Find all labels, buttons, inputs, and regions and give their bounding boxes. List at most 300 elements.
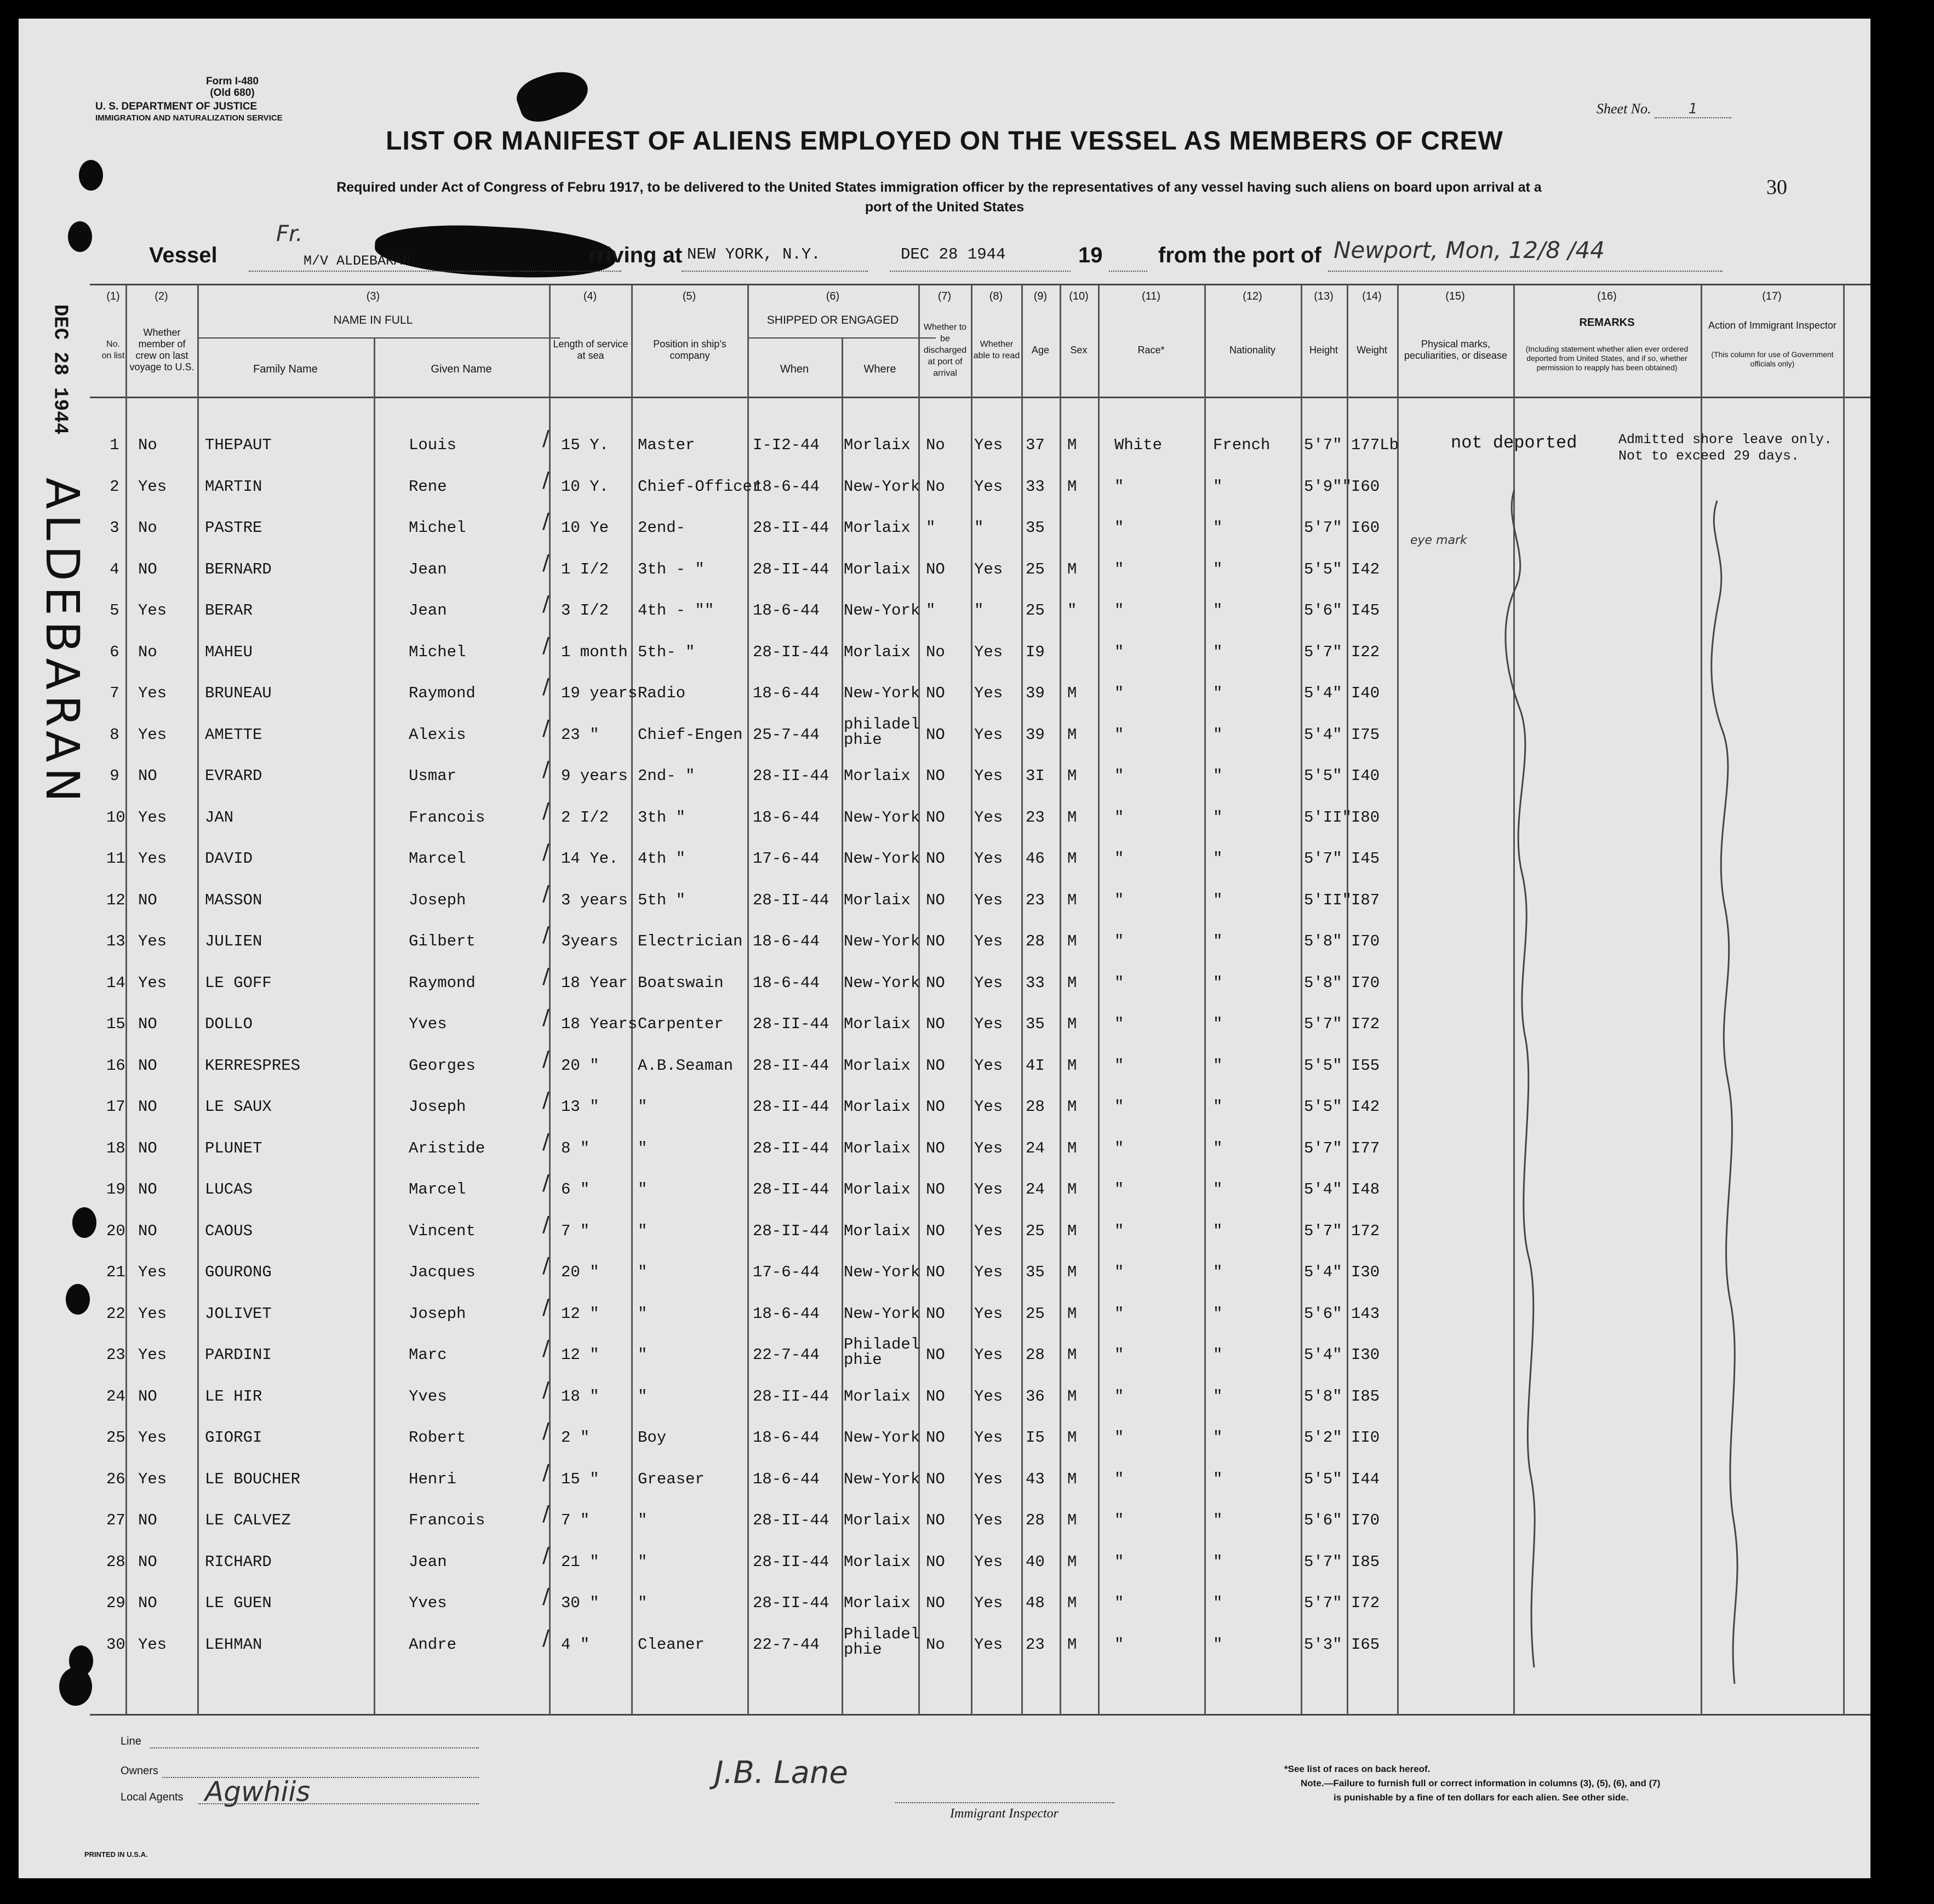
cell-position: " [638, 1221, 648, 1240]
check-mark: / [542, 1212, 550, 1236]
cell-given-name: Francois [409, 1511, 485, 1529]
cell-able-to-read: Yes [974, 436, 1003, 454]
cell-given-name: Yves [409, 1594, 447, 1612]
cell-family-name: BERNARD [205, 560, 272, 578]
cell-nationality: " [1213, 1429, 1223, 1447]
cell-shipped-where: Morlaix [844, 1511, 911, 1529]
cell-race: " [1114, 1635, 1124, 1654]
col-3-header: NAME IN FULL [333, 313, 413, 326]
cell-shipped-when: 28-II-44 [753, 643, 829, 661]
arriving-label: rriving at [588, 243, 683, 267]
cell-race: " [1114, 601, 1124, 620]
cell-length-of-service: 13 " [561, 1098, 599, 1116]
cell-nationality: " [1213, 767, 1223, 785]
cell-shipped-where: Philadel phie [844, 1335, 920, 1369]
department-block [95, 101, 283, 124]
cell-to-be-discharged: No [926, 643, 945, 661]
col-15-number: (15) [1445, 290, 1465, 302]
cell-length-of-service: 7 " [561, 1511, 590, 1529]
col-17-subheader: (This column for use of Government officials only) [1711, 350, 1834, 368]
cell-height: 5'7" [1304, 1552, 1342, 1571]
cell-crew-last-voyage: Yes [138, 1346, 167, 1364]
cell-age: 28 [1026, 1346, 1045, 1364]
cell-nationality: " [1213, 1056, 1223, 1075]
cell-nationality: " [1213, 1552, 1223, 1571]
cell-family-name: DOLLO [205, 1015, 253, 1033]
cell-race: " [1114, 1139, 1124, 1157]
cell-row-number: 1 [110, 436, 119, 454]
cell-nationality: French [1213, 436, 1271, 454]
cell-position: " [638, 1180, 648, 1198]
cell-row-number: 27 [106, 1511, 125, 1529]
cell-shipped-where: Morlaix [844, 1221, 911, 1240]
cell-length-of-service: 15 Y. [561, 436, 609, 454]
cell-family-name: THEPAUT [205, 436, 272, 454]
cell-length-of-service: 21 " [561, 1552, 599, 1571]
cell-nationality: " [1213, 1098, 1223, 1116]
cell-position: Boy [638, 1429, 667, 1447]
cell-weight: I42 [1351, 1098, 1380, 1116]
cell-given-name: Raymond [409, 973, 476, 992]
cell-nationality: " [1213, 973, 1223, 992]
cell-age: 40 [1026, 1552, 1045, 1571]
check-mark: / [542, 1171, 550, 1195]
sheet-number-field [1597, 101, 1731, 118]
cell-given-name: Henri [409, 1470, 457, 1488]
cell-length-of-service: 15 " [561, 1470, 599, 1488]
cell-given-name: Usmar [409, 767, 457, 785]
cell-given-name: Yves [409, 1015, 447, 1033]
cell-weight: I77 [1351, 1139, 1380, 1157]
cell-length-of-service: 18 Year [561, 973, 628, 992]
cell-able-to-read: Yes [974, 1015, 1003, 1033]
cell-crew-last-voyage: NO [138, 1221, 157, 1240]
cell-family-name: JULIEN [205, 932, 262, 950]
inspector-signature: J.B. Lane [714, 1755, 848, 1791]
cell-shipped-where: Morlaix [844, 1139, 911, 1157]
cell-length-of-service: 2 " [561, 1429, 590, 1447]
cell-crew-last-voyage: Yes [138, 1635, 167, 1654]
cell-age: 35 [1026, 519, 1045, 537]
cell-shipped-when: 25-7-44 [753, 725, 820, 744]
cell-sex: M [1067, 808, 1077, 827]
cell-height: 5'8" [1304, 973, 1342, 992]
cell-shipped-when: 28-II-44 [753, 1139, 829, 1157]
cell-family-name: LE CALVEZ [205, 1511, 291, 1529]
cell-family-name: LEHMAN [205, 1635, 262, 1654]
check-mark: / [542, 964, 550, 988]
cell-able-to-read: Yes [974, 1552, 1003, 1571]
check-mark: / [542, 509, 550, 533]
cell-age: 39 [1026, 684, 1045, 702]
cell-height: 5'8" [1304, 1387, 1342, 1406]
cell-able-to-read: Yes [974, 1263, 1003, 1281]
col-14-header: Weight [1357, 344, 1387, 355]
cell-race: " [1114, 1263, 1124, 1281]
cell-to-be-discharged: NO [926, 767, 945, 785]
cell-position: " [638, 1098, 648, 1116]
cell-family-name: LUCAS [205, 1180, 253, 1198]
cell-race: " [1114, 1015, 1124, 1033]
check-mark: / [542, 840, 550, 864]
cell-position: Master [638, 436, 695, 454]
cell-position: " [638, 1552, 648, 1571]
cell-length-of-service: 3 I/2 [561, 601, 609, 620]
cell-length-of-service: 14 Ye. [561, 850, 619, 868]
check-mark: / [542, 1294, 550, 1319]
cell-given-name: Rene [409, 477, 447, 496]
arrival-port: NEW YORK, N.Y. [687, 245, 821, 263]
cell-sex: M [1067, 1470, 1077, 1488]
cell-row-number: 29 [106, 1594, 125, 1612]
cell-row-number: 28 [106, 1552, 125, 1571]
check-mark: / [542, 467, 550, 492]
cell-nationality: " [1213, 1263, 1223, 1281]
cell-weight: I55 [1351, 1056, 1380, 1075]
cell-race: " [1114, 973, 1124, 992]
cell-position: 3th " [638, 808, 686, 827]
col-6-header: SHIPPED OR ENGAGED [766, 313, 899, 326]
cell-nationality: " [1213, 932, 1223, 950]
table-row [19, 424, 1870, 464]
cell-row-number: 6 [110, 643, 119, 661]
cell-weight: 172 [1351, 1221, 1380, 1240]
cell-nationality: " [1213, 808, 1223, 827]
check-mark: / [542, 757, 550, 781]
check-mark: / [542, 633, 550, 657]
cell-row-number: 12 [106, 891, 125, 909]
cell-given-name: Aristide [409, 1139, 485, 1157]
cell-nationality: " [1213, 1470, 1223, 1488]
cell-weight: I75 [1351, 725, 1380, 744]
service: IMMIGRATION AND NATURALIZATION SERVICE [95, 113, 283, 123]
cell-position: " [638, 1387, 648, 1406]
cell-race: " [1114, 725, 1124, 744]
check-mark: / [542, 1253, 550, 1277]
cell-position: " [638, 1346, 648, 1364]
cell-sex: M [1067, 850, 1077, 868]
cell-sex: M [1067, 932, 1077, 950]
cell-age: I5 [1026, 1429, 1045, 1447]
col-10-number: (10) [1069, 290, 1089, 302]
cell-age: 28 [1026, 932, 1045, 950]
cell-shipped-where: New-York [844, 601, 920, 620]
cell-length-of-service: 4 " [561, 1635, 590, 1654]
cell-shipped-where: New-York [844, 808, 920, 827]
cell-shipped-where: Morlaix [844, 1594, 911, 1612]
cell-shipped-when: 18-6-44 [753, 684, 820, 702]
cell-to-be-discharged: NO [926, 1221, 945, 1240]
cell-shipped-when: 28-II-44 [753, 767, 829, 785]
cell-able-to-read: Yes [974, 1304, 1003, 1323]
check-mark: / [542, 1377, 550, 1402]
cell-race: " [1114, 1346, 1124, 1364]
cell-nationality: " [1213, 1304, 1223, 1323]
cell-race: " [1114, 1180, 1124, 1198]
cell-family-name: MAHEU [205, 643, 253, 661]
cell-to-be-discharged: NO [926, 850, 945, 868]
cell-able-to-read: Yes [974, 560, 1003, 578]
cell-nationality: " [1213, 1387, 1223, 1406]
cell-height: 5'6" [1304, 1304, 1342, 1323]
cell-row-number: 14 [106, 973, 125, 992]
cell-race: White [1114, 436, 1163, 454]
cell-weight: I30 [1351, 1263, 1380, 1281]
cell-family-name: LE GUEN [205, 1594, 272, 1612]
cell-weight: I72 [1351, 1015, 1380, 1033]
cell-given-name: Robert [409, 1429, 466, 1447]
cell-sex: M [1067, 1056, 1077, 1075]
cell-length-of-service: 3 years [561, 891, 628, 909]
cell-position: " [638, 1304, 648, 1323]
cell-family-name: PLUNET [205, 1139, 262, 1157]
cell-height: 5'7" [1304, 1139, 1342, 1157]
cell-length-of-service: 19 years [561, 684, 638, 702]
cell-family-name: JOLIVET [205, 1304, 272, 1323]
check-mark: / [542, 1336, 550, 1360]
cell-height: 5'II" [1304, 891, 1352, 909]
cell-family-name: AMETTE [205, 725, 262, 744]
remarks-note: not deported [1451, 433, 1577, 453]
cell-row-number: 18 [106, 1139, 125, 1157]
cell-given-name: Vincent [409, 1221, 476, 1240]
cell-position: 4th " [638, 850, 686, 868]
when-header: When [780, 363, 809, 375]
sheet-number: 1 [1655, 101, 1731, 118]
cell-nationality: " [1213, 850, 1223, 868]
cell-able-to-read: Yes [974, 1429, 1003, 1447]
margin-date: DEC 28 1944 [49, 304, 72, 435]
cell-weight: I80 [1351, 808, 1380, 827]
cell-height: 5'5" [1304, 1056, 1342, 1075]
cell-age: 23 [1026, 808, 1045, 827]
cell-position: Radio [638, 684, 686, 702]
cell-age: 25 [1026, 601, 1045, 620]
cell-height: 5'II" [1304, 808, 1352, 827]
cell-race: " [1114, 767, 1124, 785]
cell-nationality: " [1213, 1015, 1223, 1033]
cell-nationality: " [1213, 891, 1223, 909]
cell-able-to-read: Yes [974, 725, 1003, 744]
footer-note-2: is punishable by a fine of ten dollars for each alien. See other side. [1334, 1792, 1629, 1803]
cell-row-number: 20 [106, 1221, 125, 1240]
cell-weight: I40 [1351, 684, 1380, 702]
cell-shipped-when: 28-II-44 [753, 1594, 829, 1612]
cell-nationality: " [1213, 601, 1223, 620]
cell-to-be-discharged: NO [926, 1346, 945, 1364]
cell-position: Greaser [638, 1470, 705, 1488]
cell-weight: I60 [1351, 477, 1380, 496]
cell-length-of-service: 9 years [561, 767, 628, 785]
check-mark: / [542, 1088, 550, 1112]
col-8-header: Whether able to read [973, 340, 1020, 360]
cell-crew-last-voyage: Yes [138, 1470, 167, 1488]
cell-weight: I87 [1351, 891, 1380, 909]
cell-given-name: Georges [409, 1056, 476, 1075]
col-7-header: Whether to be discharged at port of arrival [923, 322, 967, 378]
cell-shipped-when: 17-6-44 [753, 1263, 820, 1281]
cell-race: " [1114, 1387, 1124, 1406]
cell-shipped-where: Morlaix [844, 891, 911, 909]
inspector-action [1618, 432, 1832, 464]
cell-sex: M [1067, 1263, 1077, 1281]
cell-to-be-discharged: NO [926, 1180, 945, 1198]
col-16-header: REMARKS [1579, 316, 1635, 329]
cell-sex: M [1067, 1180, 1077, 1198]
cell-height: 5'4" [1304, 684, 1342, 702]
col-12-header: Nationality [1229, 344, 1276, 355]
cell-able-to-read: Yes [974, 643, 1003, 661]
cell-length-of-service: 1 I/2 [561, 560, 609, 578]
cell-height: 5'7" [1304, 850, 1342, 868]
cell-shipped-where: New-York [844, 477, 920, 496]
cell-length-of-service: 10 Ye [561, 519, 609, 537]
cell-row-number: 11 [106, 850, 125, 868]
cell-able-to-read: Yes [974, 1056, 1003, 1075]
cell-sex: M [1067, 1098, 1077, 1116]
cell-weight: I65 [1351, 1635, 1380, 1654]
ink-blot [512, 62, 594, 128]
cell-row-number: 4 [110, 560, 119, 578]
cell-weight: I85 [1351, 1387, 1380, 1406]
cell-length-of-service: 12 " [561, 1346, 599, 1364]
col-17-number: (17) [1762, 290, 1782, 302]
cell-crew-last-voyage: NO [138, 1056, 157, 1075]
cell-crew-last-voyage: Yes [138, 1304, 167, 1323]
col-10-header: Sex [1070, 344, 1088, 355]
cell-family-name: LE BOUCHER [205, 1470, 301, 1488]
cell-given-name: Yves [409, 1387, 447, 1406]
note-text: —Failure to furnish full or correct information in columns (3), (5), (6), and (7) [1324, 1778, 1661, 1788]
col-16-subheader: (Including statement whether alien ever ordered deported from United States, and if so, whether permission to reapply has been obtained) [1525, 344, 1689, 372]
cell-able-to-read: Yes [974, 1594, 1003, 1612]
note-label: Note. [1301, 1778, 1324, 1788]
cell-shipped-where: Morlaix [844, 560, 911, 578]
cell-family-name: MASSON [205, 891, 262, 909]
cell-crew-last-voyage: Yes [138, 684, 167, 702]
cell-shipped-when: 18-6-44 [753, 601, 820, 620]
cell-shipped-when: 28-II-44 [753, 1221, 829, 1240]
cell-race: " [1114, 808, 1124, 827]
cell-to-be-discharged: NO [926, 891, 945, 909]
cell-to-be-discharged: " [926, 519, 936, 537]
cell-age: 37 [1026, 436, 1045, 454]
cell-given-name: Gilbert [409, 932, 476, 950]
cell-crew-last-voyage: NO [138, 1139, 157, 1157]
cell-able-to-read: Yes [974, 1346, 1003, 1364]
col-5-header: Position in ship's company [653, 339, 726, 361]
cell-shipped-when: 18-6-44 [753, 973, 820, 992]
cell-shipped-when: I-I2-44 [753, 436, 820, 454]
col-1-header: No. on list [101, 340, 125, 360]
cell-race: " [1114, 560, 1124, 578]
cell-to-be-discharged: No [926, 436, 945, 454]
cell-family-name: MARTIN [205, 477, 262, 496]
cell-race: " [1114, 1304, 1124, 1323]
cell-position: Boatswain [638, 973, 724, 992]
cell-shipped-when: 18-6-44 [753, 1304, 820, 1323]
cell-shipped-where: New-York [844, 1304, 920, 1323]
from-port-label: from the port of [1158, 243, 1321, 267]
cell-sex: M [1067, 725, 1077, 744]
check-mark: / [542, 1625, 550, 1650]
cell-race: " [1114, 1056, 1124, 1075]
cell-position: Carpenter [638, 1015, 724, 1033]
col-4-number: (4) [583, 290, 597, 302]
col-1-number: (1) [106, 290, 120, 302]
cell-shipped-where: New-York [844, 684, 920, 702]
cell-position: " [638, 1511, 648, 1529]
cell-shipped-where: Philadel phie [844, 1625, 920, 1659]
check-mark: / [542, 1501, 550, 1526]
cell-given-name: Raymond [409, 684, 476, 702]
cell-family-name: GIORGI [205, 1429, 262, 1447]
cell-crew-last-voyage: Yes [138, 601, 167, 620]
cell-shipped-when: 28-II-44 [753, 1511, 829, 1529]
inspector-label: Immigrant Inspector [950, 1806, 1058, 1821]
cell-shipped-when: 28-II-44 [753, 891, 829, 909]
cell-nationality: " [1213, 1139, 1223, 1157]
sheet-label: Sheet No. [1597, 101, 1651, 117]
cell-age: 25 [1026, 560, 1045, 578]
cell-to-be-discharged: NO [926, 1511, 945, 1529]
cell-age: 46 [1026, 850, 1045, 868]
cell-to-be-discharged: NO [926, 1552, 945, 1571]
races-note: *See list of races on back hereof. [1284, 1764, 1431, 1774]
cell-age: 25 [1026, 1221, 1045, 1240]
col-9-header: Age [1031, 344, 1050, 355]
cell-age: I9 [1026, 643, 1045, 661]
col-14-number: (14) [1362, 290, 1382, 302]
cell-length-of-service: 7 " [561, 1221, 590, 1240]
cell-given-name: Francois [409, 808, 485, 827]
cell-race: " [1114, 1470, 1124, 1488]
form-id-block [150, 76, 314, 99]
subtitle-line-2: port of the United States [865, 199, 1025, 215]
cell-length-of-service: 3years [561, 932, 619, 950]
cell-shipped-when: 28-II-44 [753, 560, 829, 578]
cell-race: " [1114, 1429, 1124, 1447]
cell-shipped-where: Morlaix [844, 436, 911, 454]
col-7-number: (7) [937, 290, 952, 302]
cell-weight: I45 [1351, 850, 1380, 868]
cell-able-to-read: Yes [974, 767, 1003, 785]
cell-crew-last-voyage: No [138, 436, 157, 454]
cell-given-name: Marcel [409, 1180, 466, 1198]
cell-nationality: " [1213, 519, 1223, 537]
cell-able-to-read: Yes [974, 684, 1003, 702]
cell-given-name: Joseph [409, 1098, 466, 1116]
cell-row-number: 15 [106, 1015, 125, 1033]
cell-crew-last-voyage: No [138, 643, 157, 661]
cell-to-be-discharged: NO [926, 725, 945, 744]
cell-shipped-where: Morlaix [844, 1387, 911, 1406]
cell-height: 5'4" [1304, 1180, 1342, 1198]
cell-able-to-read: Yes [974, 1387, 1003, 1406]
line-label: Line [121, 1735, 141, 1747]
cell-height: 5'3" [1304, 1635, 1342, 1654]
cell-row-number: 8 [110, 725, 119, 744]
cell-weight: I70 [1351, 1511, 1380, 1529]
cell-able-to-read: Yes [974, 1098, 1003, 1116]
cell-able-to-read: Yes [974, 1511, 1003, 1529]
cell-shipped-where: New-York [844, 1263, 920, 1281]
vessel-line [19, 221, 1870, 271]
cell-row-number: 23 [106, 1346, 125, 1364]
col-9-number: (9) [1033, 290, 1048, 302]
check-mark: / [542, 1129, 550, 1154]
cell-shipped-where: New-York [844, 973, 920, 992]
